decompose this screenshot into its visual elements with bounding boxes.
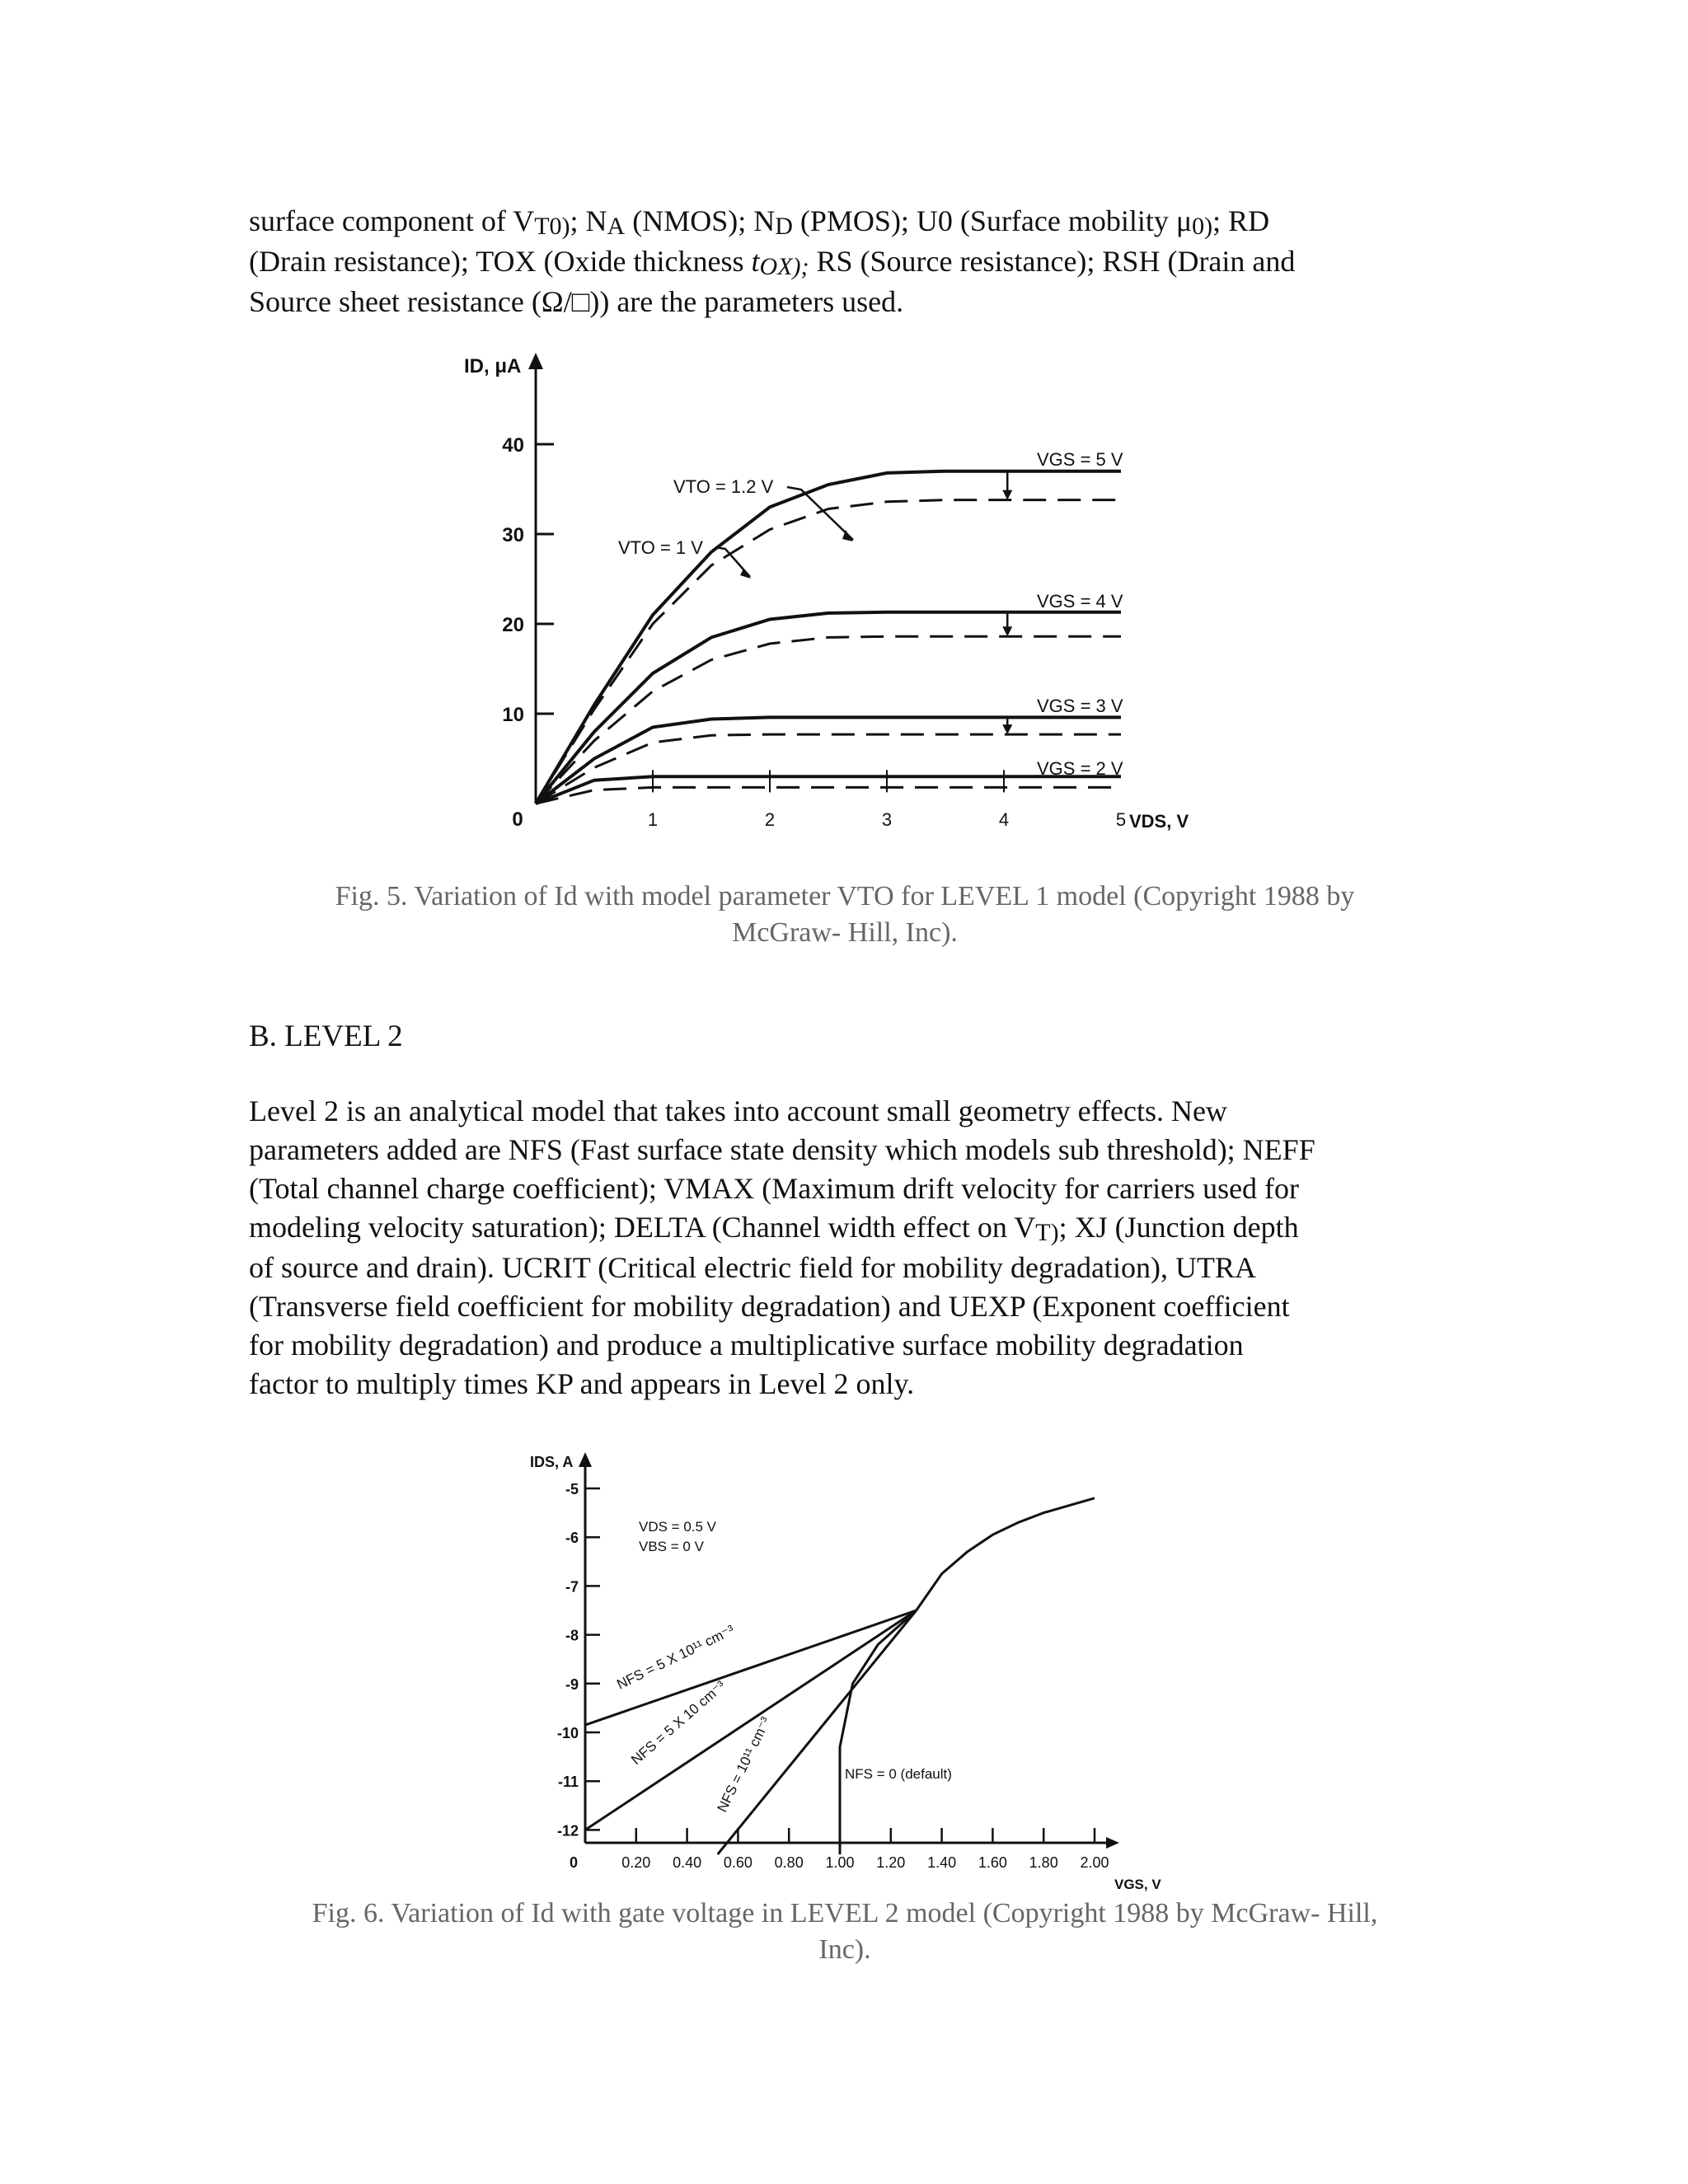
fig5-x-tick-label: 3: [881, 809, 893, 830]
fig6-y-tick-label: -6: [565, 1530, 579, 1547]
fig6-x-tick-label: 1.00: [825, 1854, 855, 1871]
fig5-y-tick-label: 20: [502, 614, 524, 636]
fig6-condition-vbs: VBS = 0 V: [639, 1539, 704, 1554]
section-heading: B. LEVEL 2: [249, 1019, 403, 1053]
fig6-y-tick-label: -9: [565, 1675, 579, 1693]
fig5-vto-high-label: VTO = 1.2 V: [673, 476, 774, 497]
fig6-nfs-b-label: NFS = 5 X 10 cm⁻³: [628, 1677, 729, 1769]
fig6-x-tick-label: 1.80: [1029, 1854, 1058, 1871]
body-line-3: (Total channel charge coefficient); VMAX (Maximum drift velocity for carriers used for: [249, 1172, 1300, 1205]
fig6-x-tick-label: 0.80: [774, 1854, 804, 1871]
fig5-x-tick-label: 4: [998, 809, 1010, 830]
fig5-y-tick-label: 10: [502, 704, 524, 726]
fig6-nfs-a-label: NFS = 5 X 10¹¹ cm⁻³: [614, 1622, 737, 1693]
fig6-series-line: [718, 1610, 917, 1854]
fig6-x-tick-label: 1.20: [876, 1854, 906, 1871]
fig6-x-tick-label: 0.60: [723, 1854, 753, 1871]
fig5-x-tick-label: 0: [512, 808, 523, 831]
body-line-2: parameters added are NFS (Fast surface state density which models sub threshold); NEFF: [249, 1133, 1315, 1166]
body-line-6: (Transverse field coefficient for mobility degradation) and UEXP (Exponent coefficient: [249, 1290, 1290, 1323]
fig6-y-tick-label: -7: [565, 1578, 579, 1596]
body-line-8: factor to multiply times KP and appears in Level 2 only.: [249, 1367, 915, 1400]
fig6-caption-line-1: Fig. 6. Variation of Id with gate voltage in LEVEL 2 model (Copyright 1988 by McGraw- Hill,: [312, 1898, 1378, 1929]
intro-line-2: (Drain resistance); TOX (Oxide thickness $t_{OX);}$ RS (Source resistance); RSH (Drain and: [249, 245, 1296, 280]
fig6-x-axis-label: VGS, V: [1114, 1877, 1161, 1892]
fig5-x-tick-label: 1: [647, 809, 659, 830]
intro-line-1: surface component of $V_{T0)}$; $N_A$ (NMOS); $N_D$ (PMOS); U0 (Surface mobility $\mu_{0)}$; RD: [249, 204, 1270, 240]
fig6-x-tick-label: 0.20: [621, 1854, 651, 1871]
fig6-nfs-0-label: NFS = 0 (default): [845, 1766, 952, 1782]
fig5-y-tick-label: 40: [502, 434, 524, 457]
fig5-y-tick-label: 30: [502, 524, 524, 546]
body-line-4: modeling velocity saturation); DELTA (Channel width effect on $V_{T)}$; XJ (Junction depth: [249, 1211, 1299, 1246]
fig5-x-axis-label: VDS, V: [1129, 811, 1189, 832]
fig6-series-line: [917, 1498, 1095, 1610]
fig5-vgs-label: VGS = 4 V: [1037, 591, 1123, 612]
fig5-vgs-label: VGS = 2 V: [1037, 758, 1123, 779]
fig5-vto-low-label: VTO = 1 V: [618, 537, 703, 558]
fig6-x-tick-label: 0.40: [673, 1854, 702, 1871]
fig6-y-axis-label: IDS, A: [530, 1454, 574, 1470]
fig5-y-axis-label: ID, μA: [464, 355, 522, 377]
body-line-1: Level 2 is an analytical model that takes into account small geometry effects. New: [249, 1094, 1227, 1127]
fig6-y-tick-label: -10: [556, 1725, 579, 1741]
fig6-nfs-c-label: NFS = 10¹¹ cm⁻³: [714, 1714, 774, 1815]
fig6-condition-vds: VDS = 0.5 V: [639, 1519, 717, 1535]
fig5-vgs-label: VGS = 5 V: [1037, 449, 1123, 470]
fig6-y-tick-label: -12: [556, 1822, 579, 1840]
fig6-x-tick-label: 0: [569, 1854, 579, 1871]
body-line-7: for mobility degradation) and produce a multiplicative surface mobility degradation: [249, 1329, 1244, 1361]
fig5-vgs-label: VGS = 3 V: [1037, 696, 1123, 716]
fig5-x-tick-label: 5: [1115, 809, 1127, 830]
intro-line-3: Source sheet resistance (Ω/□)) are the parameters used.: [249, 285, 904, 318]
fig6-series-line: [840, 1610, 917, 1854]
fig6-y-tick-label: -8: [565, 1627, 579, 1644]
fig6-y-axis-arrow: [579, 1452, 592, 1467]
fig6-y-tick-label: -5: [565, 1481, 579, 1497]
fig6-y-tick-label: -11: [557, 1774, 579, 1791]
fig6-x-axis-arrow: [1106, 1837, 1119, 1849]
fig6-series-line: [585, 1610, 917, 1830]
fig5-caption-line-1: Fig. 5. Variation of Id with model parameter VTO for LEVEL 1 model (Copyright 1988 by: [335, 881, 1355, 912]
fig6-x-tick-label: 1.40: [927, 1854, 957, 1871]
fig5-x-tick-label: 2: [764, 809, 776, 830]
fig6-caption-line-2: Inc).: [818, 1934, 871, 1965]
fig6-x-tick-label: 1.60: [978, 1854, 1007, 1871]
body-line-5: of source and drain). UCRIT (Critical electric field for mobility degradation), UTRA: [249, 1251, 1256, 1284]
fig6-x-tick-label: 2.00: [1080, 1854, 1109, 1871]
fig5-caption-line-2: McGraw- Hill, Inc).: [732, 917, 958, 948]
